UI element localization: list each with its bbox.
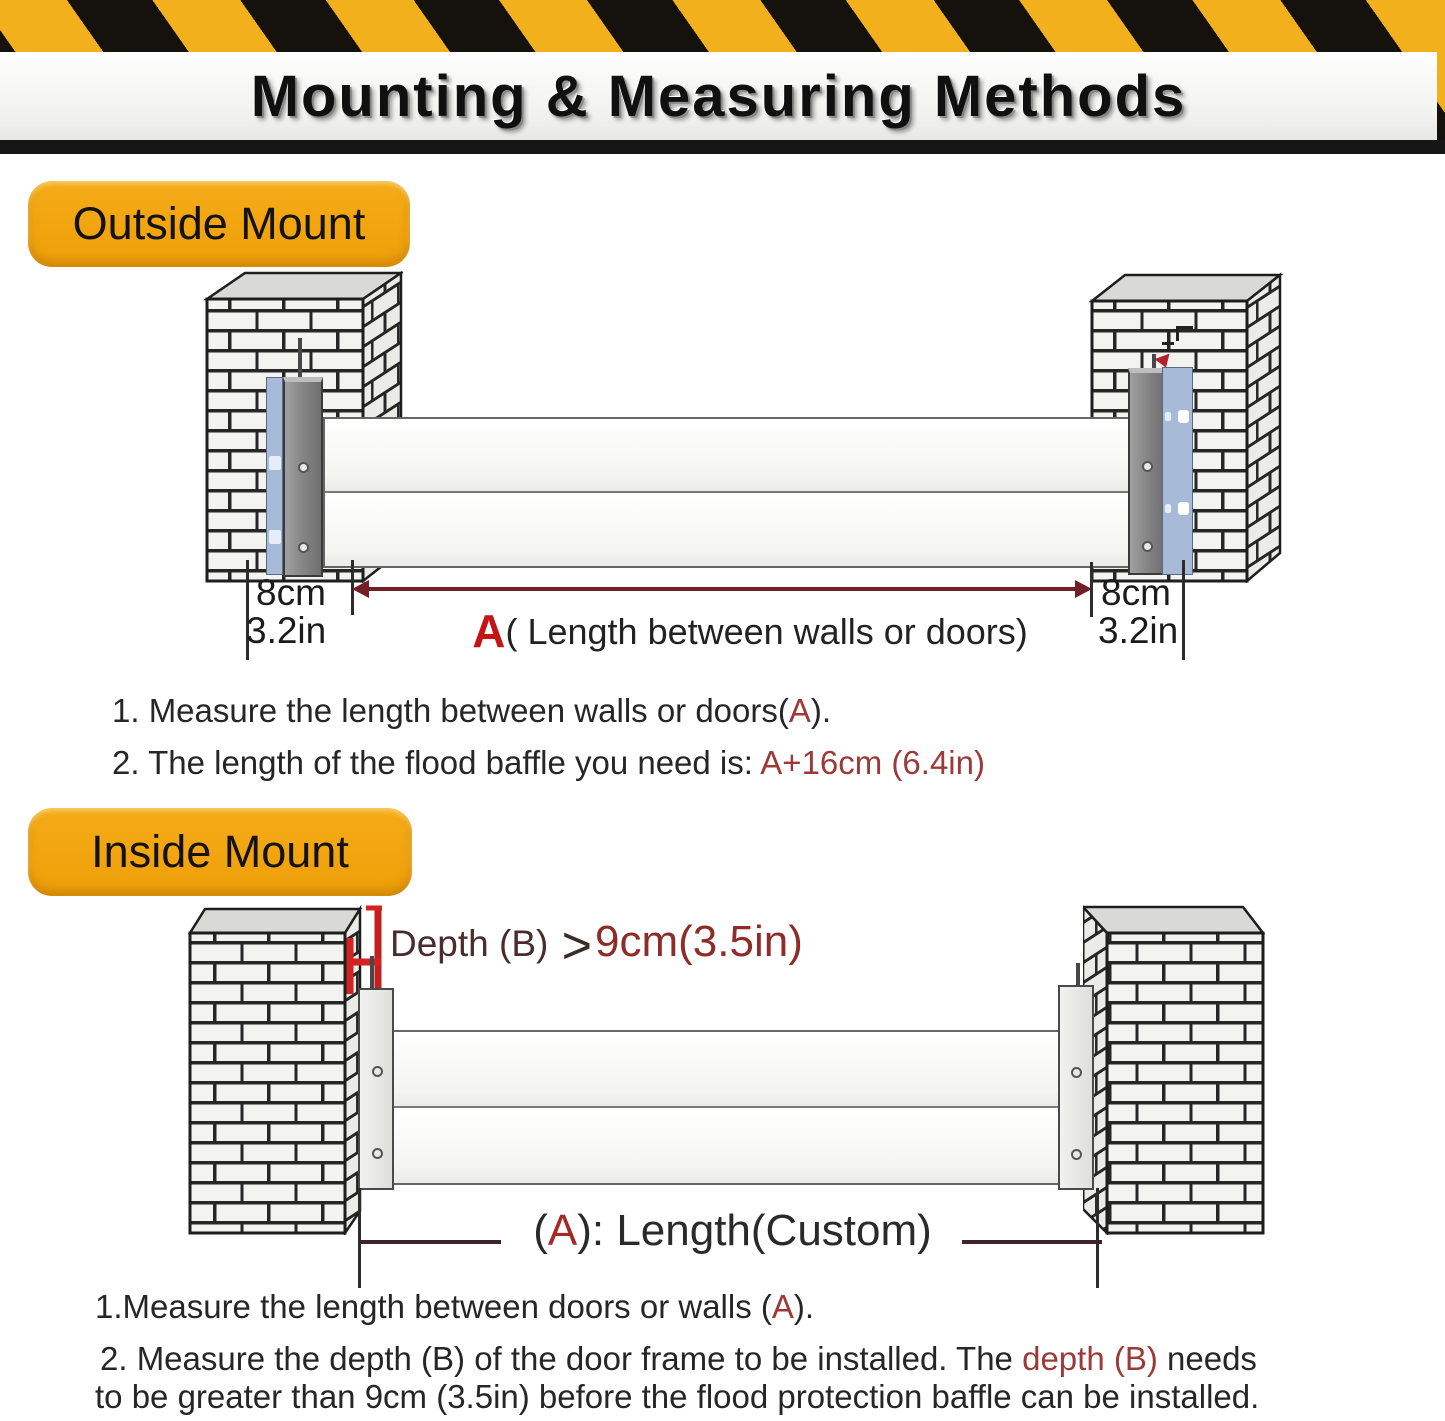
baffle-panel <box>325 493 1128 567</box>
inside-step-2 <box>100 1340 1257 1378</box>
depth-label-value: 9cm(3.5in) <box>595 917 803 966</box>
depth-label <box>390 916 803 976</box>
inside-length-label <box>505 1206 960 1256</box>
inside-step-1 <box>95 1288 814 1326</box>
seal-strip-right <box>1162 367 1193 575</box>
screw <box>298 542 309 553</box>
measure-line <box>361 1240 501 1244</box>
inside-step-2-post: needs <box>1157 1340 1257 1377</box>
seal-notch <box>269 530 281 544</box>
screw <box>1071 1067 1082 1078</box>
outside-step-2-em: A+16cm (6.4in) <box>760 744 985 781</box>
outside-step-2-text: 2. The length of the flood baffle you need is: <box>112 744 761 781</box>
brick-pillar-inside-left <box>188 903 362 1235</box>
inside-length-label-open: ( <box>533 1206 548 1255</box>
screw <box>1071 1149 1082 1160</box>
measure-line <box>962 1240 1102 1244</box>
inside-mount-badge-label: Inside Mount <box>91 826 349 877</box>
wall-mark <box>1162 342 1174 345</box>
page-title: Mounting & Measuring Methods <box>250 63 1187 129</box>
measure-tick <box>1090 562 1093 617</box>
outside-mount-badge <box>28 181 410 267</box>
span-length-label-a: A <box>472 605 506 657</box>
title-band <box>0 52 1437 140</box>
screw <box>1142 541 1153 552</box>
inside-mount-badge <box>28 808 412 896</box>
dim-left-in: 3.2in <box>246 610 327 651</box>
baffle-panel <box>394 1032 1058 1108</box>
baffle-panel <box>394 1108 1058 1184</box>
dim-right-in: 3.2in <box>1098 610 1179 651</box>
anchor-bolt <box>298 338 302 380</box>
mounting-channel-outside-left <box>283 377 323 577</box>
measure-tick <box>358 1188 361 1288</box>
span-length-label-text: ( Length between walls or doors) <box>505 611 1028 652</box>
inside-length-label-text: Length(Custom) <box>616 1206 932 1255</box>
screw <box>372 1148 383 1159</box>
arrowhead-left-icon <box>352 580 369 598</box>
brick-pillar-inside-right <box>1083 903 1265 1235</box>
inside-step-1-post: ). <box>793 1288 815 1325</box>
anchor-bolt <box>370 956 374 990</box>
mounting-channel-inside-left <box>358 988 394 1190</box>
seal-notch <box>269 456 281 470</box>
screw <box>1142 461 1153 472</box>
header-divider-bar <box>0 140 1445 154</box>
mounting-channel-inside-right <box>1058 985 1094 1190</box>
inside-step-2-text: 2. Measure the depth (B) of the door frame to be installed. The <box>100 1340 1023 1377</box>
dim-left-cm: 8cm <box>256 572 326 613</box>
seal-notch <box>1178 502 1189 515</box>
depth-indicator-icon <box>340 900 388 1000</box>
wall-mark <box>1176 326 1193 341</box>
outside-step-1 <box>112 692 831 730</box>
seal-notch <box>1165 504 1171 513</box>
screw <box>372 1066 383 1077</box>
measure-tick <box>1182 560 1185 660</box>
inside-step-2-continued-text: to be greater than 9cm (3.5in) before the flood protection baffle can be installed. <box>95 1378 1260 1415</box>
outside-mount-badge-label: Outside Mount <box>72 198 366 249</box>
flood-baffle-outside <box>323 417 1130 568</box>
outside-step-1-post: ). <box>810 692 832 729</box>
flood-baffle-inside <box>392 1030 1060 1185</box>
depth-label-text: Depth (B) <box>390 923 559 964</box>
span-length-label <box>420 604 1080 658</box>
seal-notch <box>1165 412 1171 421</box>
inside-length-label-mid: ): <box>577 1206 617 1255</box>
outside-step-1-em: A <box>788 692 811 729</box>
baffle-panel <box>325 419 1128 493</box>
greater-than-sign: > <box>561 917 592 975</box>
screw <box>298 462 309 473</box>
inside-length-label-a: A <box>547 1206 578 1255</box>
inside-step-1-text: 1.Measure the length between doors or walls ( <box>95 1288 772 1325</box>
outside-step-1-text: 1. Measure the length between walls or doors( <box>112 692 789 729</box>
measure-arrow <box>369 587 1075 591</box>
outside-step-2 <box>112 744 985 782</box>
mounting-channel-outside-right <box>1128 368 1166 575</box>
inside-step-2-em: depth (B) <box>1022 1340 1158 1377</box>
dim-right-cm: 8cm <box>1101 572 1171 613</box>
seal-strip-left <box>266 377 283 575</box>
inside-step-1-em: A <box>771 1288 794 1325</box>
measure-tick <box>1096 1188 1099 1288</box>
seal-notch <box>1178 410 1189 423</box>
inside-step-2-continued <box>95 1378 1259 1416</box>
